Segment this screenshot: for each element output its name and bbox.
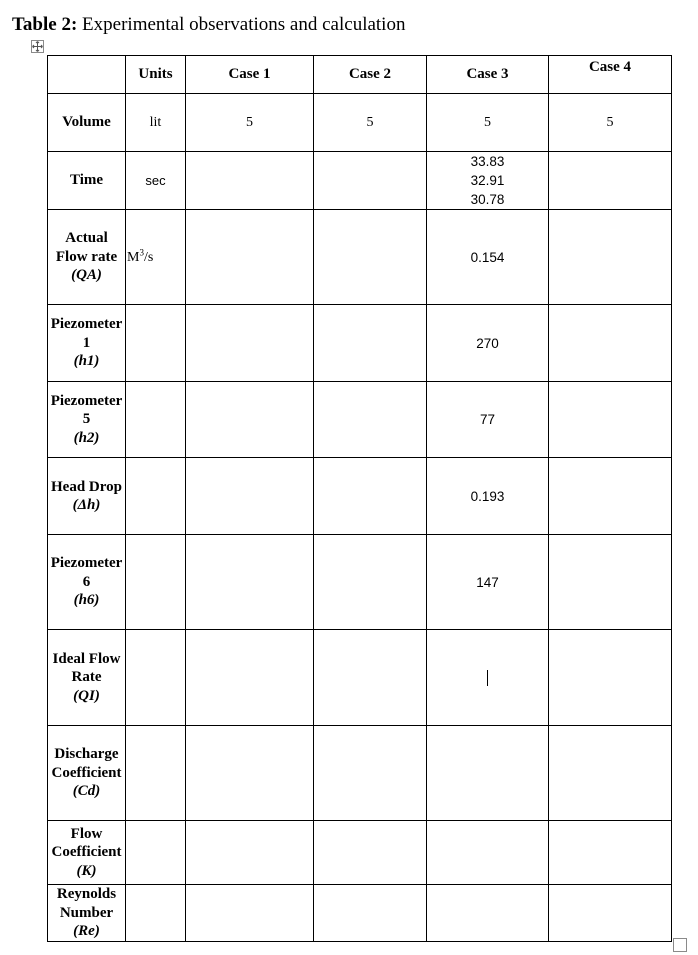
discharge-coef-case-4[interactable] (549, 726, 672, 821)
piezometer-6-case-1[interactable] (186, 535, 314, 630)
piezometer-5-case-3[interactable]: 77 (427, 382, 549, 458)
time-case-1[interactable] (186, 152, 314, 210)
discharge-coef-case-2[interactable] (314, 726, 427, 821)
move-arrows-icon[interactable] (31, 40, 44, 53)
reynolds-case-4[interactable] (549, 885, 672, 942)
row-label-piezometer-1: Piezometer 1 (h1) (48, 305, 126, 382)
caption-text: Experimental observations and calculation (77, 14, 406, 35)
head-drop-case-4[interactable] (549, 458, 672, 535)
header-case-3: Case 3 (427, 56, 549, 94)
caption-label: Table 2: (12, 14, 78, 35)
table-caption (12, 13, 405, 37)
piezometer-1-case-4[interactable] (549, 305, 672, 382)
table-header-row (48, 56, 672, 94)
head-drop-case-3[interactable]: 0.193 (427, 458, 549, 535)
discharge-coef-case-1[interactable] (186, 726, 314, 821)
time-reading-3: 30.78 (470, 192, 505, 207)
table-row (48, 210, 672, 305)
piezometer-6-case-2[interactable] (314, 535, 427, 630)
volume-case-2[interactable]: 5 (314, 94, 427, 152)
header-empty-cell (48, 56, 126, 94)
actual-flow-case-3[interactable]: 0.154 (427, 210, 549, 305)
table-row (48, 94, 672, 152)
table-row (48, 382, 672, 458)
piezometer-5-case-2[interactable] (314, 382, 427, 458)
row-label-volume: Volume (48, 94, 126, 152)
unit-head-drop (126, 458, 186, 535)
actual-flow-case-4[interactable] (549, 210, 672, 305)
table-row (48, 535, 672, 630)
row-label-ideal-flow-rate: Ideal Flow Rate (QI) (48, 630, 126, 726)
volume-case-1[interactable]: 5 (186, 94, 314, 152)
time-reading-1: 33.83 (470, 154, 505, 169)
volume-case-4[interactable]: 5 (549, 94, 672, 152)
actual-flow-case-2[interactable] (314, 210, 427, 305)
unit-reynolds-number (126, 885, 186, 942)
reynolds-case-2[interactable] (314, 885, 427, 942)
actual-flow-case-1[interactable] (186, 210, 314, 305)
ideal-flow-case-4[interactable] (549, 630, 672, 726)
row-label-piezometer-6: Piezometer 6 (h6) (48, 535, 126, 630)
unit-time: sec (126, 152, 186, 210)
unit-volume: lit (126, 94, 186, 152)
resize-square-icon[interactable] (673, 938, 687, 952)
table-row (48, 821, 672, 885)
unit-ideal-flow-rate (126, 630, 186, 726)
ideal-flow-case-3[interactable] (427, 630, 549, 726)
header-case-2: Case 2 (314, 56, 427, 94)
head-drop-case-2[interactable] (314, 458, 427, 535)
piezometer-6-case-4[interactable] (549, 535, 672, 630)
time-case-4[interactable] (549, 152, 672, 210)
unit-flow-rate: $M^3/s$ (126, 210, 186, 305)
flow-coef-case-2[interactable] (314, 821, 427, 885)
unit-discharge-coefficient (126, 726, 186, 821)
head-drop-case-1[interactable] (186, 458, 314, 535)
row-label-time: Time (48, 152, 126, 210)
header-case-1: Case 1 (186, 56, 314, 94)
piezometer-5-case-4[interactable] (549, 382, 672, 458)
table-row (48, 152, 672, 210)
unit-flow-coefficient (126, 821, 186, 885)
row-label-actual-flow-rate: Actual Flow rate (QA) (48, 210, 126, 305)
symbol-cd: (Cd) (72, 783, 101, 800)
table-row (48, 885, 672, 942)
piezometer-1-case-3[interactable]: 270 (427, 305, 549, 382)
ideal-flow-case-2[interactable] (314, 630, 427, 726)
symbol-qa: (QA) (71, 267, 102, 284)
time-case-2[interactable] (314, 152, 427, 210)
unit-piezometer-6 (126, 535, 186, 630)
reynolds-case-3[interactable] (427, 885, 549, 942)
header-case-4: Case 4 (549, 56, 672, 94)
table-row (48, 305, 672, 382)
text-cursor (487, 670, 488, 686)
piezometer-1-case-1[interactable] (186, 305, 314, 382)
symbol-h1: (h1) (73, 353, 100, 370)
piezometer-5-case-1[interactable] (186, 382, 314, 458)
flow-coef-case-4[interactable] (549, 821, 672, 885)
time-reading-2: 32.91 (470, 173, 505, 188)
flow-coef-case-3[interactable] (427, 821, 549, 885)
symbol-k: (K) (76, 862, 97, 879)
observations-table (47, 55, 672, 942)
flow-coef-case-1[interactable] (186, 821, 314, 885)
symbol-qi: (QI) (73, 687, 100, 704)
volume-case-3[interactable]: 5 (427, 94, 549, 152)
unit-piezometer-5 (126, 382, 186, 458)
unit-piezometer-1 (126, 305, 186, 382)
table-row (48, 458, 672, 535)
row-label-flow-coefficient: Flow Coefficient (K) (48, 821, 126, 885)
discharge-coef-case-3[interactable] (427, 726, 549, 821)
row-label-reynolds-number: Reynolds Number (Re) (48, 885, 126, 942)
symbol-re: (Re) (73, 923, 100, 939)
header-units: Units (126, 56, 186, 94)
row-label-discharge-coefficient: Discharge Coefficient (Cd) (48, 726, 126, 821)
time-case-3[interactable] (427, 152, 549, 210)
symbol-h2: (h2) (73, 429, 100, 446)
symbol-h6: (h6) (73, 592, 100, 609)
row-label-head-drop: Head Drop (Δh) (48, 458, 126, 535)
reynolds-case-1[interactable] (186, 885, 314, 942)
table-row (48, 726, 672, 821)
table-row (48, 630, 672, 726)
ideal-flow-case-1[interactable] (186, 630, 314, 726)
piezometer-6-case-3[interactable]: 147 (427, 535, 549, 630)
piezometer-1-case-2[interactable] (314, 305, 427, 382)
symbol-delta-h: (Δh) (72, 497, 101, 513)
row-label-piezometer-5: Piezometer 5 (h2) (48, 382, 126, 458)
